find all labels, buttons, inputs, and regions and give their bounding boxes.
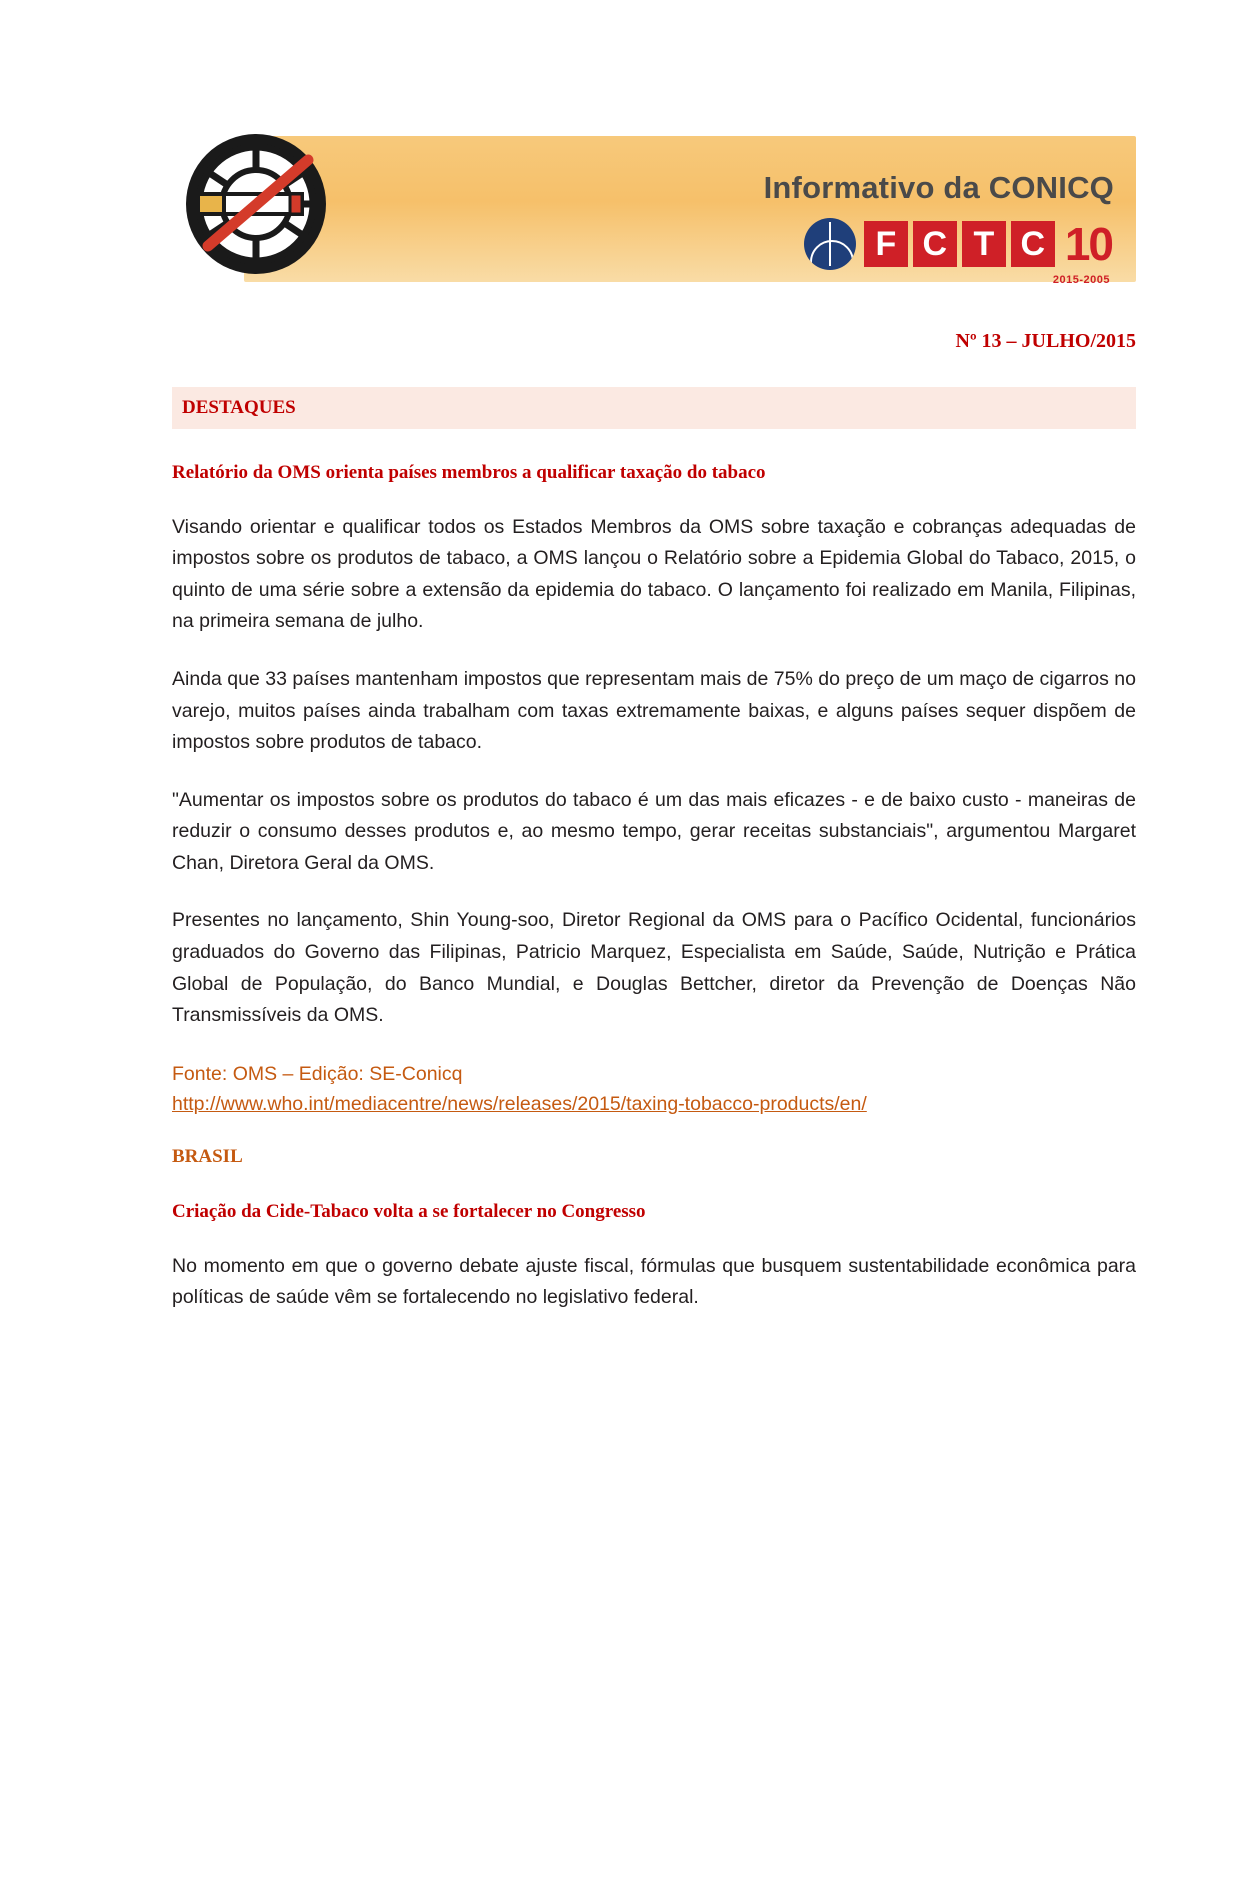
article-title-2: Criação da Cide-Tabaco volta a se fortalecer no Congresso	[172, 1201, 646, 1223]
article-1-paragraph-2: Ainda que 33 países mantenham impostos que representam mais de 75% do preço de um maço de cigarros no varejo, muitos países ainda trabalham com taxas extremamente baixas, e alguns países sequer dispõem de impostos sobre produtos de tabaco.	[172, 668, 1136, 754]
article-1-paragraph-1: Visando orientar e qualificar todos os Estados Membros da OMS sobre taxação e cobranças adequadas de impostos sobre os produtos de tabaco, a OMS lançou o Relatório sobre a Epidemia Global do Tabaco, 2015, o quinto de uma série sobre a extensão da epidemia do tabaco. O lançamento foi realizado em Manila, Filipinas, na primeira semana de julho.	[172, 515, 1136, 633]
fctc-anniversary-number: 10	[1064, 218, 1112, 270]
fctc-lockup	[804, 218, 1112, 270]
article-1-paragraph-3: "Aumentar os impostos sobre os produtos do tabaco é um das mais eficazes - e de baixo custo - maneiras de reduzir o consumo desses produtos e, ao mesmo tempo, gerar receitas substanciais", argumentou Margaret Chan, Diretora Geral da OMS.	[172, 788, 1136, 874]
article-1-source-link[interactable]: http://www.who.int/mediacentre/news/releases/2015/taxing-tobacco-products/en/	[172, 1093, 867, 1116]
header-banner	[244, 136, 1136, 286]
fctc-years-label: 2015-2005	[1052, 274, 1110, 286]
issue-number: Nº 13 – JULHO/2015	[955, 330, 1136, 352]
fctc-letter-t: T	[962, 221, 1006, 267]
fctc-letter-c2: C	[1011, 221, 1055, 267]
who-emblem-icon	[804, 218, 856, 270]
fctc-letter-f: F	[864, 221, 908, 267]
newsletter-header	[172, 128, 1136, 288]
section-header-brasil: BRASIL	[172, 1146, 243, 1168]
fctc-letters	[864, 221, 1055, 267]
article-1-paragraph-4: Presentes no lançamento, Shin Young-soo, Diretor Regional da OMS para o Pacífico Ocidental, funcionários graduados do Governo das Filipinas, Patricio Marquez, Especialista em Saúde, Saúde, Nutrição e Prática Global de População, do Banco Mundial, e Douglas Bettcher, diretor da Prevenção de Doenças Não Transmissíveis da OMS.	[172, 909, 1136, 1027]
article-1-source: Fonte: OMS – Edição: SE-Conicq	[172, 1062, 463, 1085]
article-2-paragraph-1: No momento em que o governo debate ajuste fiscal, fórmulas que busquem sustentabilidade econômica para políticas de saúde vêm se fortalecendo no legislativo federal.	[172, 1254, 1136, 1309]
section-header-destaques: DESTAQUES	[172, 387, 1136, 429]
no-smoking-icon	[172, 128, 340, 288]
article-title-1: Relatório da OMS orienta países membros a qualificar taxação do tabaco	[172, 462, 766, 483]
document-page	[0, 128, 1241, 1883]
fctc-letter-c: C	[913, 221, 957, 267]
banner-title: Informativo da CONICQ	[763, 170, 1114, 205]
document-content	[172, 387, 1136, 1314]
